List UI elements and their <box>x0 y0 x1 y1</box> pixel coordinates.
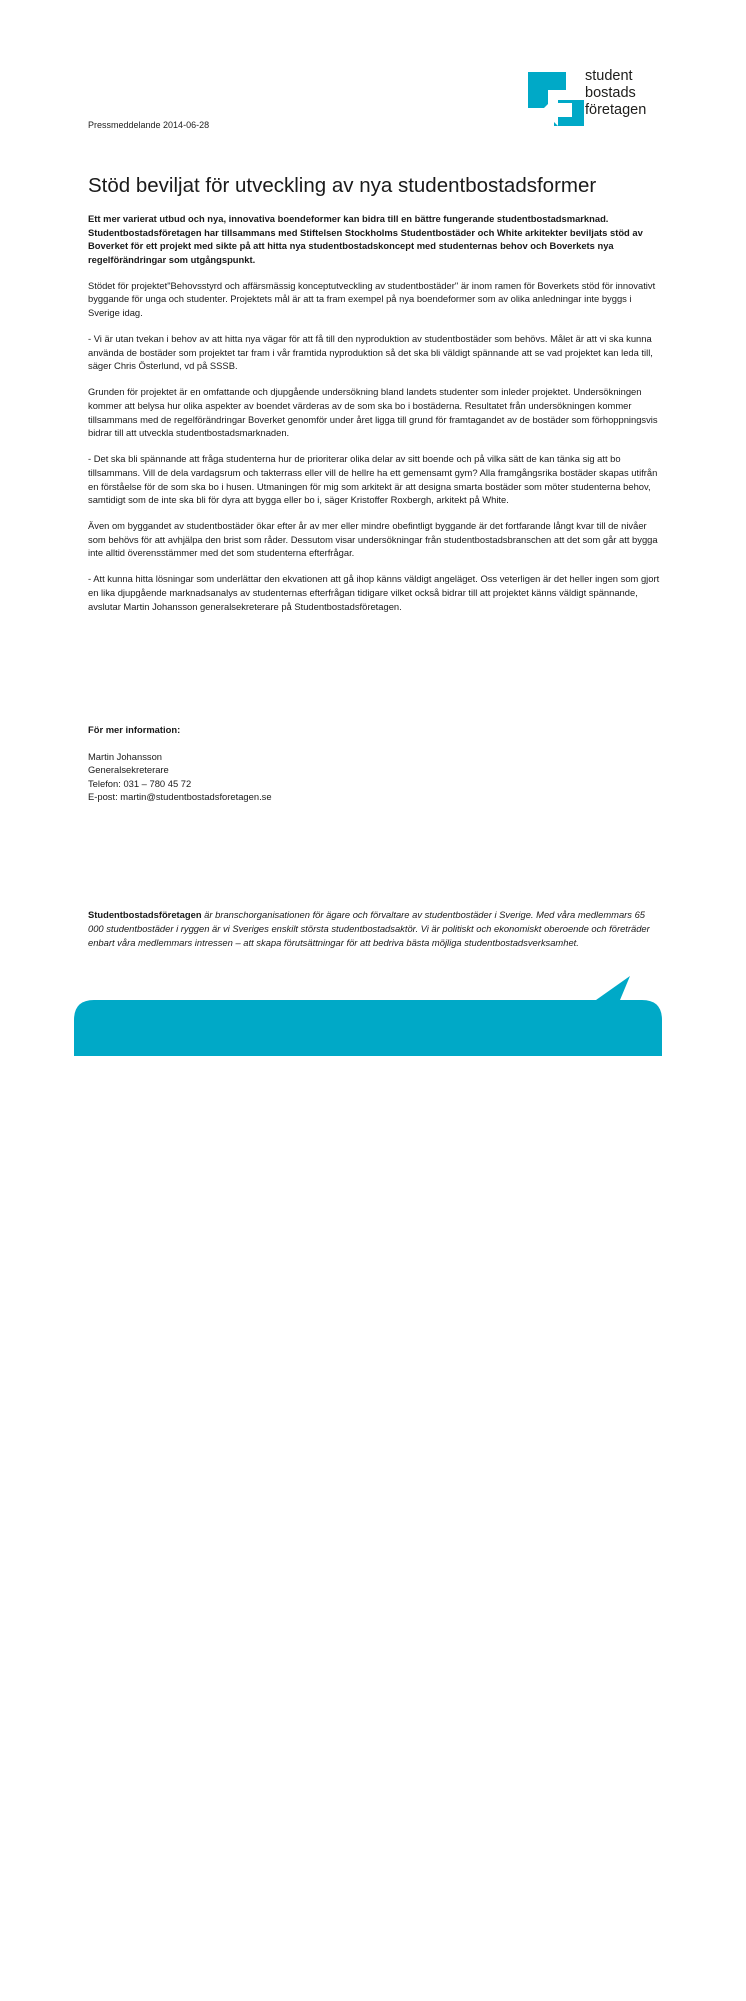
body-paragraph: Stödet för projektet"Behovsstyrd och affärsmässig konceptutveckling av studentbostäder" är inom ramen för Boverkets stöd för innovativt byggande för unga och studenter. Projektets mål är att ta fram exempel på nya boendeformer som av olika anledningar inte byggs i Sverige idag. <box>88 279 656 319</box>
body-paragraph: - Det ska bli spännande att fråga studenterna hur de prioriterar olika delar av sitt boende och på vilka sätt de kan tänka sig att bo tillsammans. Vill de dela vardagsrum och takterrass eller vill de hellre ha ett gemensamt gym? Alla framgångsrika bostäder skapas utifrån en förståelse för de som ska bo i husen. Utmaningen för mig som arkitekt är att designa smarta bostäder som möter studenterna behov, samtidigt som de inte ska bli för dyra att bygga eller bo i, säger Kristoffer Roxbergh, arkitekt på White. <box>88 453 658 506</box>
footer-org: Studentbostadsföretagen <box>151 1992 242 2001</box>
document-title: Stöd beviljat för utveckling av nya studentbostadsformer <box>88 174 597 197</box>
logo-line-1: student <box>585 68 633 84</box>
about-organization <box>88 908 660 951</box>
footer-address: Kaserntorget 11 411 18 Göteborg <box>247 1992 357 2001</box>
logo-arrow-icon <box>528 70 584 126</box>
document-body <box>88 212 660 626</box>
footer-bar <box>0 976 746 2001</box>
contact-name: Martin Johansson <box>88 750 162 762</box>
about-text: är branschorganisationen för ägare och förvaltare av studentbostäder i Sverige. Med våra medlemmars 65 000 studentbostäder i ryggen är vi Sveriges enskilt största studentbostadsaktör. Vi är politiskt och ekonomiskt oberoende och företräder enbart våra medlemmars intressen – att skapa förutsättningar för att bedriva bästa möjliga studentbostadsverksamhet. <box>88 909 650 949</box>
logo-line-3: företagen <box>585 102 647 118</box>
body-paragraph: - Att kunna hitta lösningar som underlättar den ekvationen att gå ihop känns väldigt angeläget. Oss veterligen är det heller ingen som gjort en lika djupgående marknadsanalys av studenternas efterfrågan tidigare vilket också bidrar till att projektet känns väldigt spännande, avslutar Martin Johansson generalsekreterare på Studentbostadsföretagen. <box>88 573 660 612</box>
contact-block <box>88 723 660 804</box>
footer-phone: T 031-780 45 70 <box>362 1992 417 2001</box>
footer-fax: F 031-333 63 51 <box>422 1992 478 2001</box>
contact-phone: Telefon: 031 – 780 45 72 <box>88 777 192 789</box>
contact-heading: För mer information: <box>88 724 181 735</box>
contact-role: Generalsekreterare <box>88 764 169 776</box>
about-org-name: Studentbostadsföretagen <box>88 909 202 920</box>
footer-bubble-shape <box>0 976 746 1056</box>
footer-contact-line <box>0 1992 746 2001</box>
body-paragraph: - Vi är utan tvekan i behov av att hitta nya vägar för att få till den nyproduktion av studentbostäder som behövs. Målet är att vi ska kunna använda de bostäder som projektet tar fram i vår framtida nyproduktion så det ska bli väldigt spännande att se vad projektet kan leda till, säger Chris Österlund, vd på SSSB. <box>88 333 653 372</box>
lead-paragraph: Ett mer varierat utbud och nya, innovativa boendeformer kan bidra till en bättre fungerande studentbostadsmarknad. Studentbostadsföretagen har tillsammans med Stiftelsen Stockholms Studentbostäder och White arkitekter beviljats stöd av Boverket för ett projekt med sikte på att hitta nya studentbostadskoncept med studenternas behov och Boverkets nya regelförändringar som utgångspunkt. <box>88 213 643 265</box>
footer-website: www.studentbostadsforetagen .se <box>483 1992 595 2001</box>
logo-wordmark <box>585 68 646 119</box>
body-paragraph: Grunden för projektet är en omfattande och djupgående undersökning bland landets studenter som inleder projektet. Undersökningen kommer att belysa hur olika aspekter av boendet värderas av de som ska bo i bostäderna. Resultatet från undersökningen kommer tillsammans med de regelförändringar Boverket genomför under året ligga till grund för framtagandet av de bostäder som förhoppningsvis bidrar till att utveckla studentbostadsmarknaden. <box>88 386 658 439</box>
company-logo <box>528 70 678 130</box>
logo-line-2: bostads <box>585 85 636 101</box>
body-paragraph: Även om byggandet av studentbostäder ökar efter år av mer eller mindre obefintligt byggande är det fortfarande långt kvar till de nivåer som behövs för att avhjälpa den brist som råder. Dessutom visar undersökningar från studentbostadsbranschen att det som går att bygga inte alltid överensstämmer med det som studenterna efterfrågar. <box>88 520 658 559</box>
contact-email: E-post: martin@studentbostadsforetagen.se <box>88 791 272 803</box>
press-release-date: Pressmeddelande 2014-06-28 <box>88 120 210 130</box>
